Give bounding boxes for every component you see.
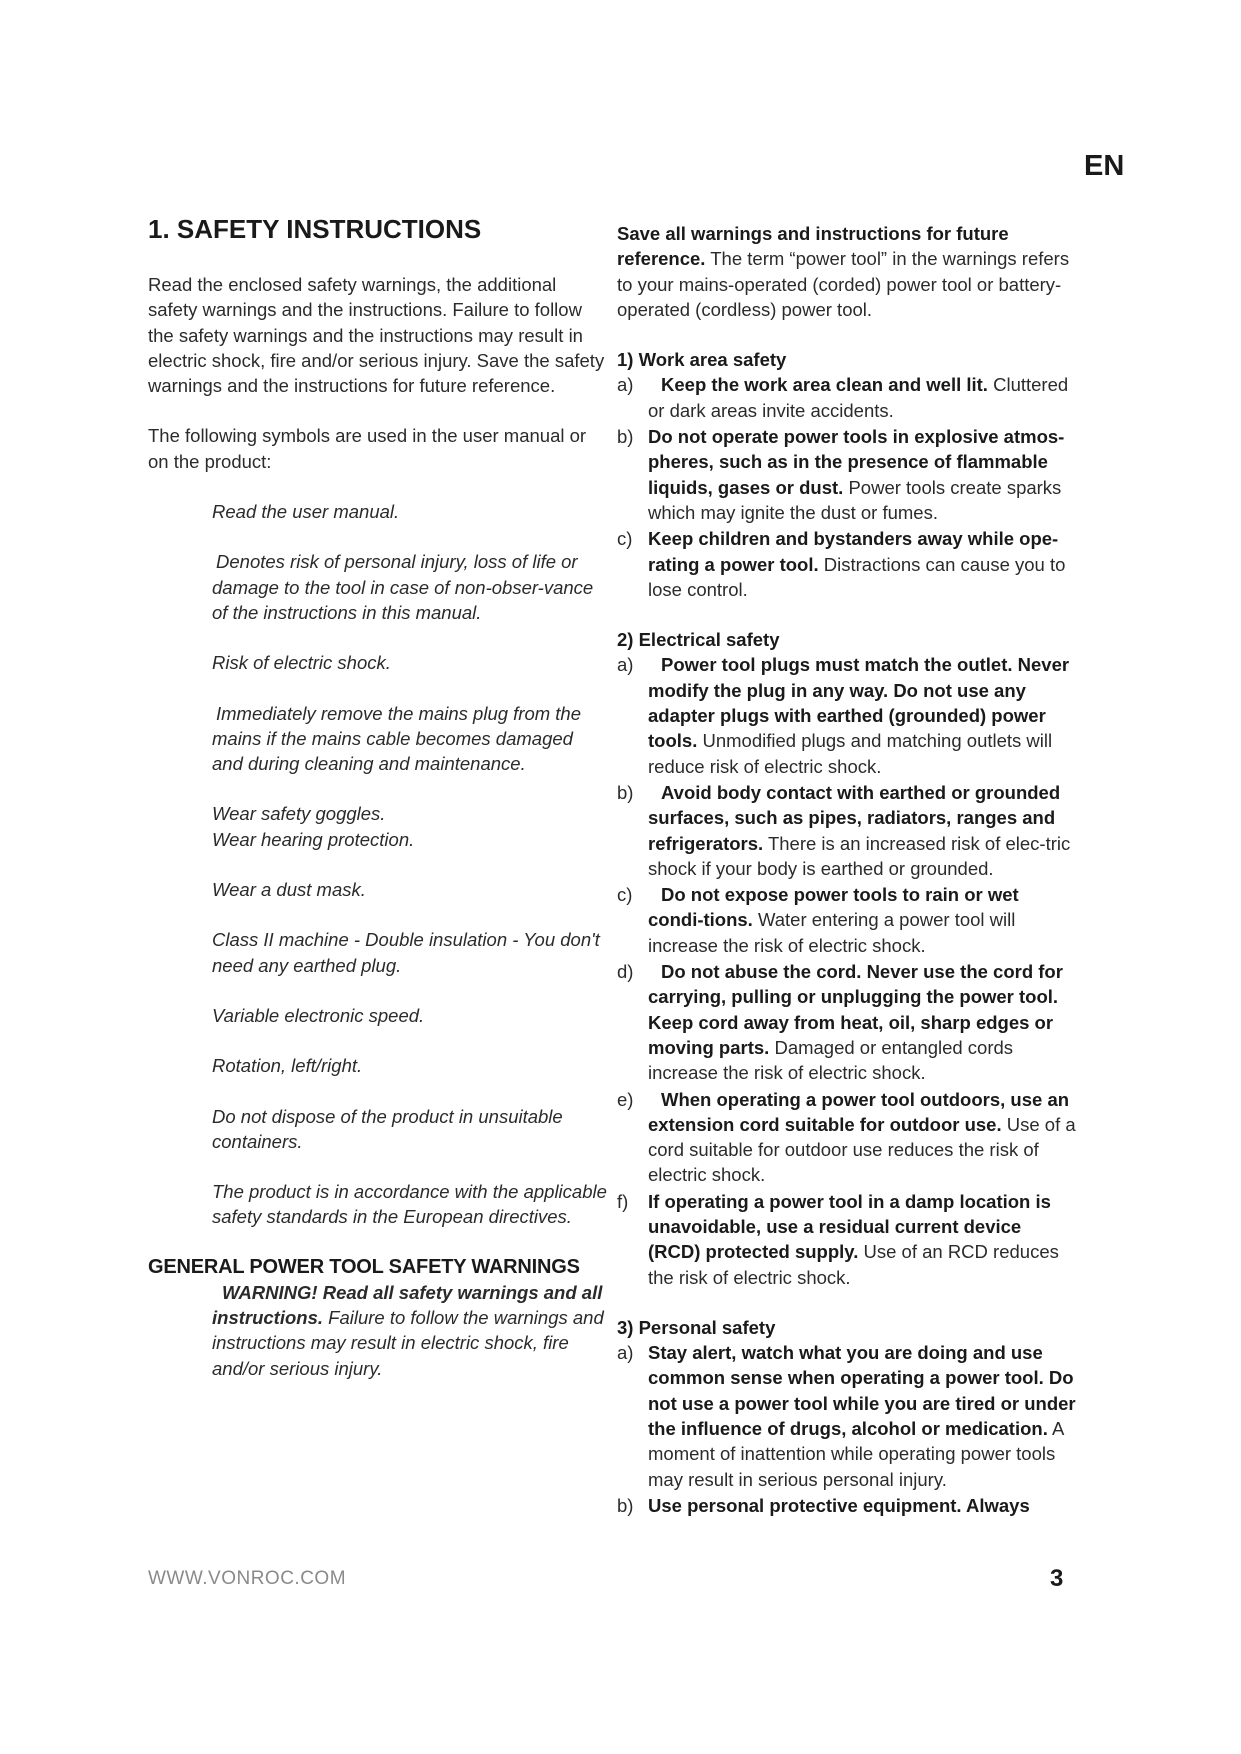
list-item: a) Keep the work area clean and well lit. Cluttered or dark areas invite accidents. bbox=[617, 374, 1069, 421]
symbol-description: Immediately remove the mains plug from the mains if the mains cable becomes damaged and during cleaning and maintenance. bbox=[212, 702, 582, 775]
symbol-description: Wear hearing protection. bbox=[212, 828, 415, 850]
left-column bbox=[148, 214, 608, 1381]
section-title: 1. SAFETY INSTRUCTIONS bbox=[148, 214, 482, 244]
general-warnings-heading: GENERAL POWER TOOL SAFETY WARNINGS bbox=[148, 1255, 580, 1278]
list-item: f) If operating a power tool in a damp location is unavoidable, use a residual current device (RCD) protected supply. Use of an RCD reduces the risk of electric shock. bbox=[617, 1190, 1059, 1288]
save-instructions: Save all warnings and instructions for future reference. The term “power tool” in the warnings refers to your mains-operated (corded) power tool or battery-operated (cordless) power tool. bbox=[617, 223, 1070, 320]
list-item: c) Do not expose power tools to rain or wet condi-tions. Water entering a power tool will increase the risk of electric shock. bbox=[617, 884, 1019, 956]
list-item: c) Keep children and bystanders away while ope-rating a power tool. Distractions can cause you to lose control. bbox=[617, 528, 1066, 600]
work-area-section bbox=[617, 347, 1077, 602]
symbol-description: Do not dispose of the product in unsuitable containers. bbox=[212, 1105, 563, 1152]
list-item: a) Power tool plugs must match the outlet. Never modify the plug in any way. Do not use any adapter plugs with earthed (grounded) power tools. Unmodified plugs and matching outlets will reduce risk of electric shock. bbox=[617, 654, 1070, 777]
list-item: a) Stay alert, watch what you are doing and use common sense when operating a power tool. Do not use a power tool while you are tired or under the influence of drugs, alcohol or medication. A moment of inattention while operating power tools may result in serious personal injury. bbox=[617, 1342, 1076, 1490]
section-heading: 2) Electrical safety bbox=[617, 629, 780, 651]
list-item: d) Do not abuse the cord. Never use the cord for carrying, pulling or unplugging the power tool. Keep cord away from heat, oil, sharp edges or moving parts. Damaged or entangled cords increase the risk of electric shock. bbox=[617, 961, 1063, 1084]
list-item: b) Do not operate power tools in explosive atmos-pheres, such as in the presence of flammable liquids, gases or dust. Power tools create sparks which may ignite the dust or fumes. bbox=[617, 426, 1065, 523]
symbol-description: Wear safety goggles. bbox=[212, 803, 386, 825]
symbol-description: Variable electronic speed. bbox=[212, 1004, 425, 1026]
symbol-description: Wear a dust mask. bbox=[212, 879, 366, 901]
symbol-description: The product is in accordance with the applicable safety standards in the European directives. bbox=[212, 1181, 607, 1228]
list-item: b) Avoid body contact with earthed or grounded surfaces, such as pipes, radiators, ranges and refrigerators. There is an increased risk of elec-tric shock if your body is earthed or grounded. bbox=[617, 781, 1071, 879]
intro-paragraph: Read the enclosed safety warnings, the additional safety warnings and the instructions. Failure to follow the safety warnings and the instructions may result in electric shock, fire and/or serious injury. Save the safety warnings and the instructions for future reference. bbox=[148, 274, 605, 397]
symbol-description: Rotation, left/right. bbox=[212, 1055, 363, 1077]
language-label: EN bbox=[1084, 150, 1125, 182]
list-item: b) Use personal protective equipment. Always bbox=[617, 1494, 1030, 1516]
section-heading: 3) Personal safety bbox=[617, 1316, 776, 1338]
symbol-description: Risk of electric shock. bbox=[212, 652, 391, 674]
footer-website: WWW.VONROC.COM bbox=[148, 1568, 347, 1589]
list-item: e) When operating a power tool outdoors, use an extension cord suitable for outdoor use. Use of a cord suitable for outdoor use reduces the risk of electric shock. bbox=[617, 1088, 1076, 1186]
general-warning-text: WARNING! Read all safety warnings and all instructions. Failure to follow the warnings and instructions may result in electric shock, fire and/or serious injury. bbox=[212, 1281, 604, 1379]
symbol-description: Read the user manual. bbox=[212, 501, 400, 523]
personal-safety-section bbox=[617, 1315, 1077, 1518]
electrical-section bbox=[617, 627, 1077, 1290]
symbol-description: Class II machine - Double insulation - You don't need any earthed plug. bbox=[212, 929, 600, 976]
symbol-description: Denotes risk of personal injury, loss of life or damage to the tool in case of non-obser-vance of the instructions in this manual. bbox=[212, 551, 594, 623]
right-column bbox=[617, 221, 1077, 1519]
symbols-intro: The following symbols are used in the user manual or on the product: bbox=[148, 425, 587, 472]
page-number: 3 bbox=[1050, 1565, 1064, 1592]
section-heading: 1) Work area safety bbox=[617, 349, 787, 371]
